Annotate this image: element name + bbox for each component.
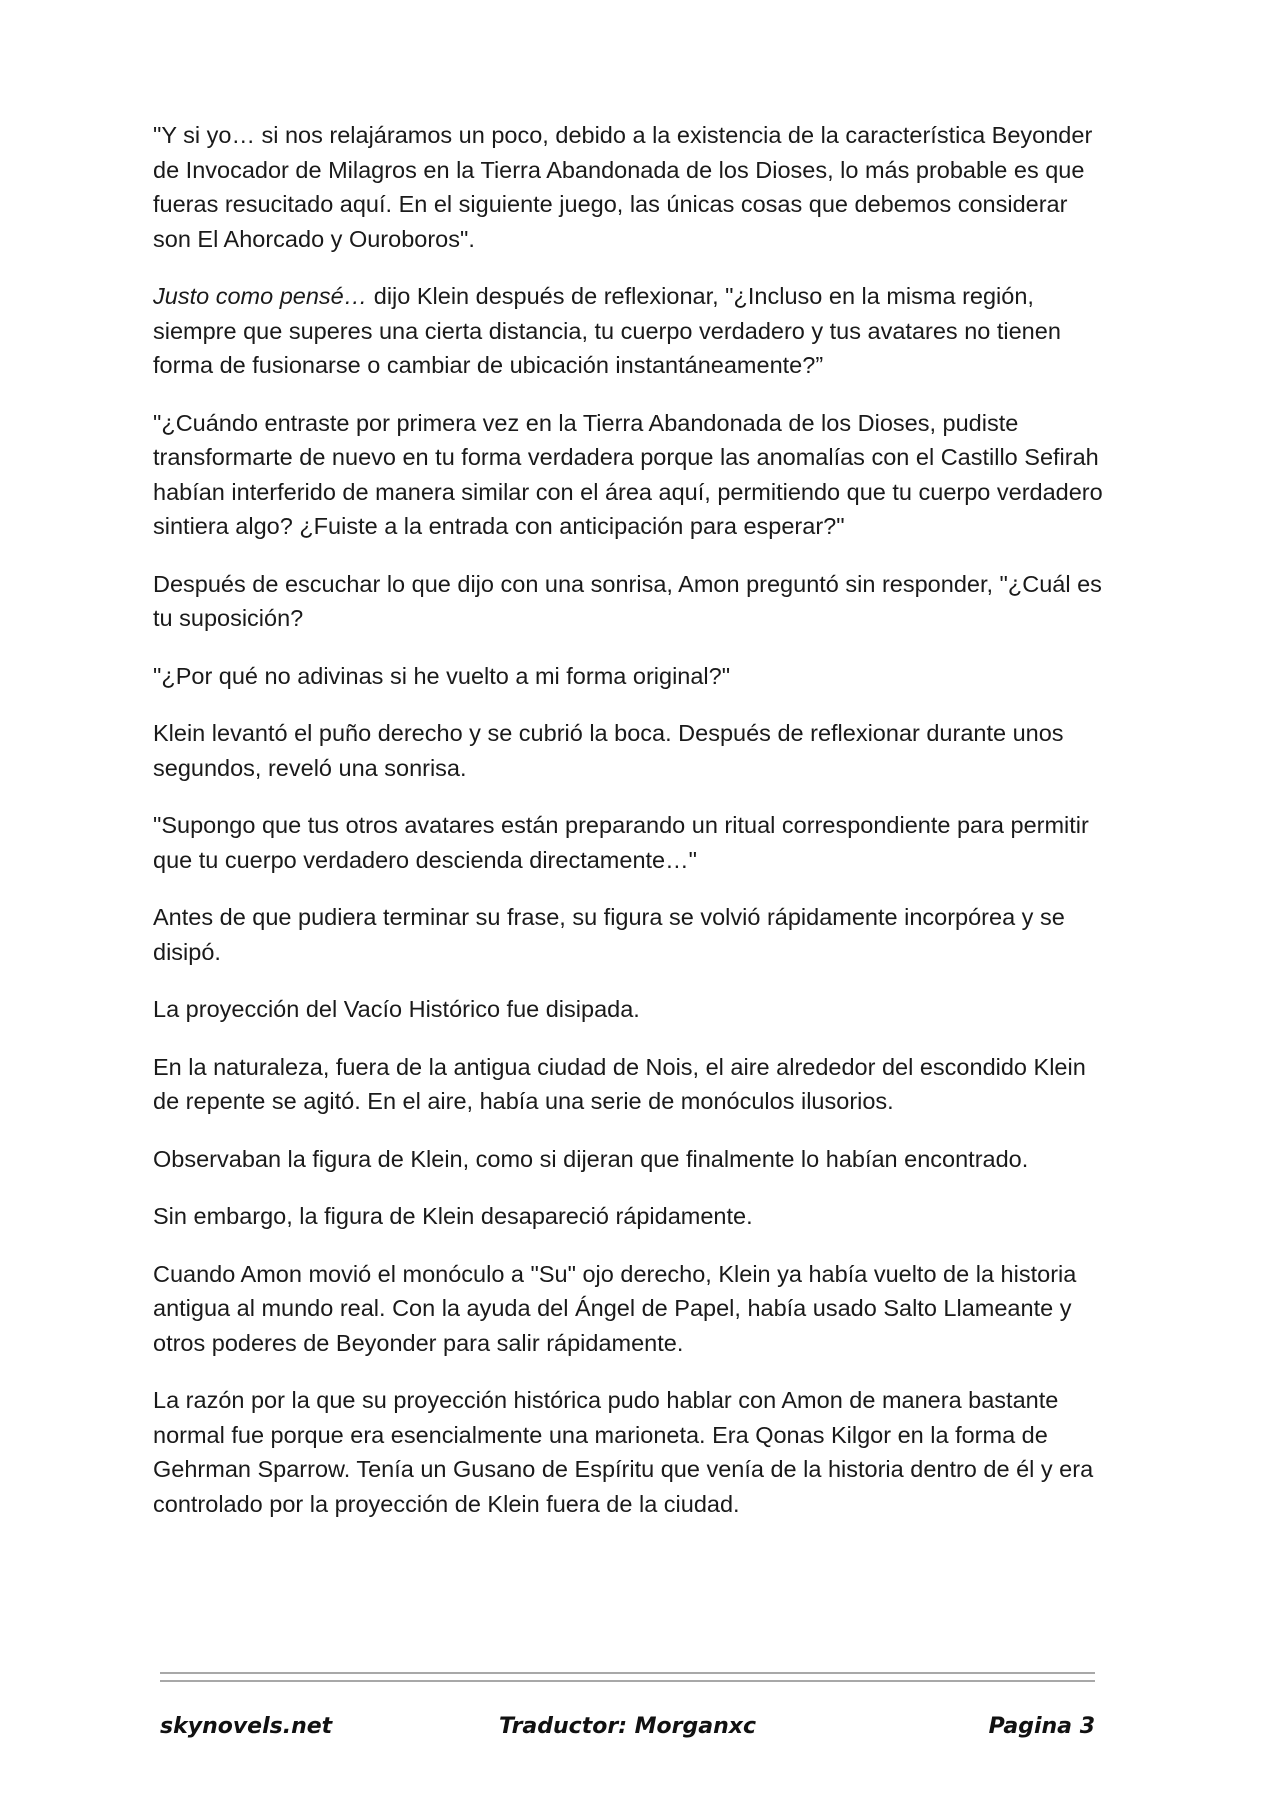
paragraph-9: La proyección del Vacío Histórico fue disipada. (153, 996, 640, 1022)
paragraph-7: "Supongo que tus otros avatares están preparando un ritual correspondiente para permitir que tu cuerpo verdadero descienda directamente…" (153, 812, 1089, 873)
footer-divider-top (160, 1672, 1095, 1674)
paragraph-10: En la naturaleza, fuera de la antigua ciudad de Nois, el aire alrededor del escondido Klein de repente se agitó. En el aire, había una serie de monóculos ilusorios. (153, 1053, 1086, 1114)
paragraph-11: Observaban la figura de Klein, como si dijeran que finalmente lo habían encontrado. (153, 1145, 1029, 1172)
page-footer (160, 1714, 1095, 1746)
paragraph-12: Sin embargo, la figura de Klein desapareció rápidamente. (153, 1203, 753, 1229)
paragraph-3: "¿Cuándo entraste por primera vez en la Tierra Abandonada de los Dioses, pudiste transformarte de nuevo en tu forma verdadera porque las anomalías con el Castillo Sefirah habían interferido de manera similar con el área aquí, permitiendo que tu cuerpo verdadero sintiera algo? ¿Fuiste a la entrada con anticipación para esperar?" (153, 409, 1103, 539)
paragraph-1: "Y si yo… si nos relajáramos un poco, debido a la existencia de la característica Beyonder de Invocador de Milagros en la Tierra Abandonada de los Dioses, lo más probable es que fueras resucitado aquí. En el siguiente juego, las únicas cosas que debemos considerar son El Ahorcado y Ouroboros". (153, 122, 1093, 252)
italic-thought: Justo como pensé… (153, 283, 368, 309)
page-body (153, 118, 1103, 1544)
paragraph-2-text: dijo Klein después de reflexionar, "¿Incluso en la misma región, siempre que superes una cierta distancia, tu cuerpo verdadero y tus avatares no tienen forma de fusionarse o cambiar de ubicación instantáneamente?” (153, 283, 1061, 378)
paragraph-4: Después de escuchar lo que dijo con una sonrisa, Amon preguntó sin responder, "¿Cuál es tu suposición? (153, 570, 1102, 631)
footer-site: skynovels.net (160, 1714, 333, 1739)
footer-page-number: Pagina 3 (988, 1714, 1095, 1739)
footer-divider-bottom (160, 1680, 1095, 1682)
paragraph-2 (153, 279, 1103, 383)
paragraph-13: Cuando Amon movió el monóculo a "Su" ojo derecho, Klein ya había vuelto de la historia antigua al mundo real. Con la ayuda del Ángel de Papel, había usado Salto Llameante y otros poderes de Beyonder para salir rápidamente. (153, 1260, 1077, 1356)
paragraph-8: Antes de que pudiera terminar su frase, su figura se volvió rápidamente incorpórea y se disipó. (153, 904, 1065, 965)
paragraph-14: La razón por la que su proyección histórica pudo hablar con Amon de manera bastante normal fue porque era esencialmente una marioneta. Era Qonas Kilgor en la forma de Gehrman Sparrow. Tenía un Gusano de Espíritu que venía de la historia dentro de él y era controlado por la proyección de Klein fuera de la ciudad. (153, 1387, 1094, 1517)
footer-translator: Traductor: Morganxc (498, 1714, 757, 1739)
paragraph-6: Klein levantó el puño derecho y se cubrió la boca. Después de reflexionar durante unos segundos, reveló una sonrisa. (153, 720, 1064, 781)
paragraph-5: "¿Por qué no adivinas si he vuelto a mi forma original?" (153, 662, 731, 689)
